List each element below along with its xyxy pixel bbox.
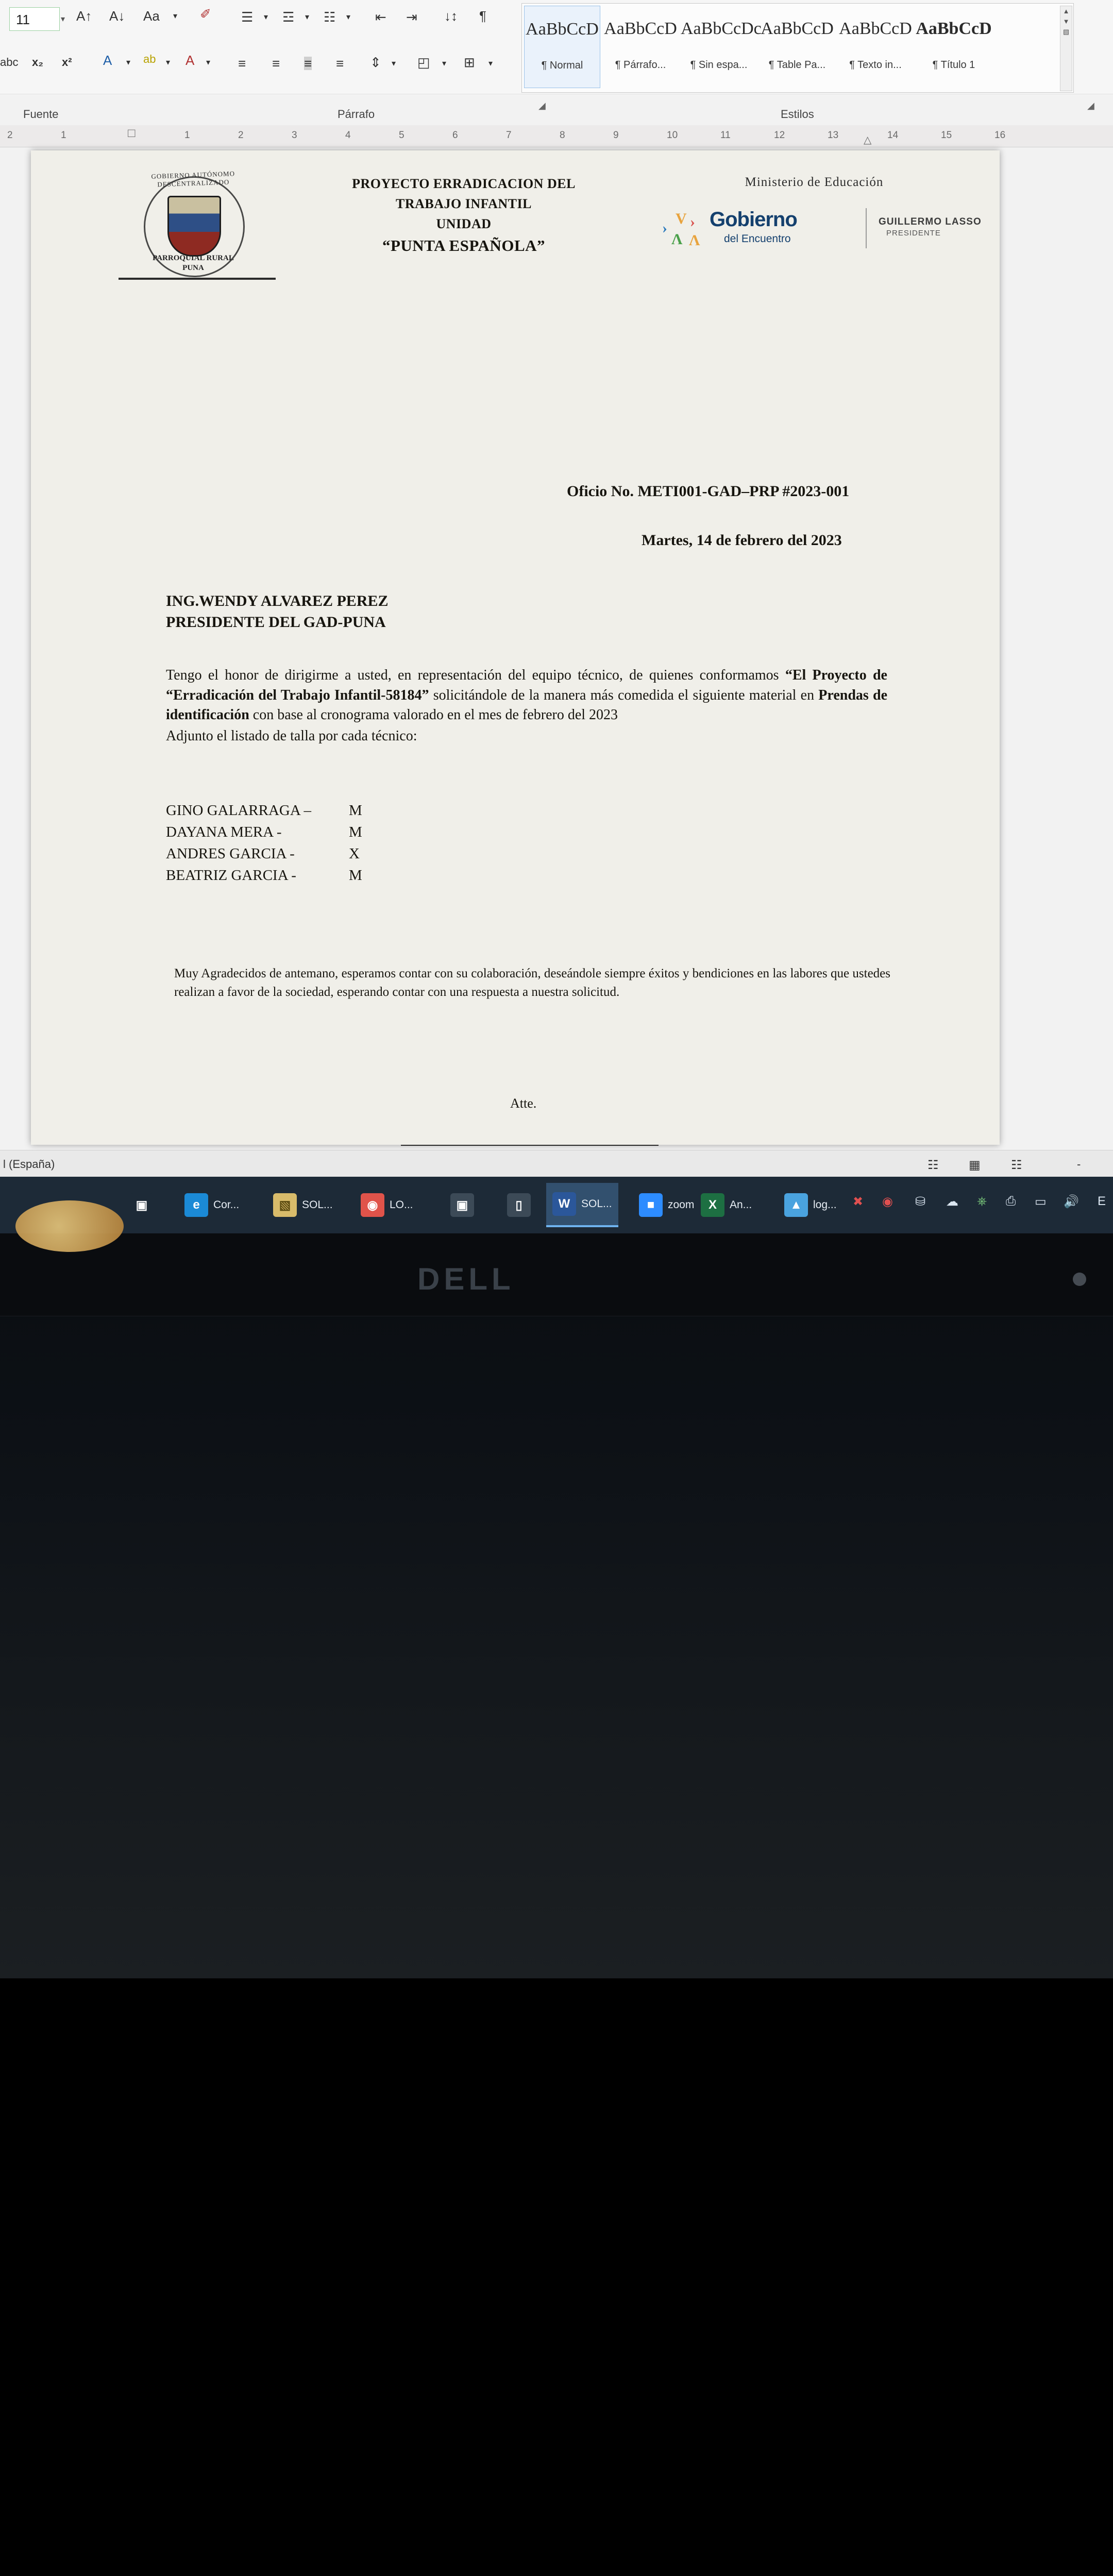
- taskbar-item-photos-log[interactable]: [778, 1183, 843, 1227]
- tray-icon-close[interactable]: ✖: [853, 1195, 864, 1209]
- bullets-icon[interactable]: ☰: [241, 9, 254, 25]
- group-label-fuente: Fuente: [23, 108, 59, 121]
- chevron-down-icon[interactable]: ▾: [206, 58, 211, 67]
- style-texto-independiente[interactable]: [837, 6, 914, 88]
- print-layout-icon[interactable]: ▦: [969, 1158, 981, 1172]
- photos-icon: ▲: [784, 1193, 808, 1217]
- style-name: ¶ Título 1: [932, 59, 975, 71]
- gobierno-logo: [662, 207, 868, 253]
- multilevel-list-icon[interactable]: ☷: [324, 9, 336, 25]
- technician-size: M: [349, 824, 362, 841]
- chevron-down-icon[interactable]: ▾: [173, 12, 178, 21]
- desk-photo-scene: [0, 1233, 1113, 1978]
- president-role: PRESIDENTE: [886, 229, 941, 238]
- letterhead-title: [319, 174, 608, 258]
- borders-icon[interactable]: ⊞: [464, 55, 475, 70]
- style-normal[interactable]: [524, 6, 600, 88]
- tray-icon-network[interactable]: ⎈: [977, 1194, 987, 1208]
- text-effects-icon[interactable]: A: [103, 53, 112, 68]
- ruler-mark: 6: [452, 130, 458, 141]
- sort-icon[interactable]: ↓↕: [444, 8, 458, 24]
- right-indent-marker-icon[interactable]: △: [864, 134, 872, 146]
- ruler-mark: 14: [887, 130, 899, 141]
- read-mode-icon[interactable]: ☷: [927, 1158, 939, 1172]
- style-table-paragraph[interactable]: [759, 6, 835, 88]
- style-sin-espaciado[interactable]: [681, 6, 762, 88]
- ruler-mark: 2: [7, 130, 13, 141]
- letterhead-unit-name: “PUNTA ESPAÑOLA”: [382, 236, 546, 255]
- ruler-mark: 2: [238, 130, 244, 141]
- taskbar-item-edge[interactable]: [178, 1183, 245, 1227]
- gobierno-mark-icon: V › › Λ Λ: [662, 210, 700, 249]
- document-page[interactable]: [31, 150, 1000, 1145]
- letterhead-rule: [119, 278, 276, 280]
- technician-name: GINO GALARRAGA –: [166, 802, 311, 819]
- excel-icon: X: [701, 1193, 724, 1217]
- sizes-list: [166, 800, 362, 886]
- technician-name: BEATRIZ GARCIA -: [166, 867, 296, 884]
- numbering-icon[interactable]: ☲: [282, 9, 295, 25]
- document-date: Martes, 14 de febrero del 2023: [642, 532, 842, 549]
- crest-top-text: GOBIERNO AUTÓNOMO DESCENTRALIZADO: [151, 170, 235, 189]
- line-spacing-icon[interactable]: ⇕: [370, 55, 381, 70]
- ministry-label: Ministerio de Educación: [745, 175, 884, 189]
- ruler-mark: 9: [613, 130, 619, 141]
- scroll-up-icon[interactable]: ▲: [1063, 7, 1070, 15]
- taskbar-item-label: Cor...: [213, 1199, 240, 1211]
- ruler-mark: 11: [720, 130, 731, 141]
- document-content: [31, 150, 1000, 1145]
- align-left-icon[interactable]: ≡: [238, 56, 246, 71]
- style-name: ¶ Normal: [541, 60, 583, 71]
- list-item: [166, 821, 362, 843]
- ruler-mark: 8: [560, 130, 565, 141]
- styles-scrollbar[interactable]: [1060, 6, 1072, 91]
- chevron-down-icon[interactable]: ▾: [166, 58, 171, 67]
- group-label-estilos: Estilos: [781, 108, 814, 121]
- chevron-down-icon[interactable]: ▾: [264, 13, 268, 22]
- addressee-role: PRESIDENTE DEL GAD-PUNA: [166, 613, 386, 631]
- show-marks-icon[interactable]: ¶: [479, 8, 486, 24]
- style-titulo-1[interactable]: [916, 6, 992, 88]
- taskbar-item-label: SOL...: [302, 1199, 333, 1211]
- increase-indent-icon[interactable]: ⇥: [406, 9, 417, 25]
- camera-icon: ▣: [450, 1193, 474, 1217]
- ruler-mark: 16: [994, 130, 1006, 141]
- strikethrough-icon[interactable]: abc: [0, 56, 19, 69]
- body-text-e: con base al cronograma valorado en el mes de febrero del 2023: [249, 707, 618, 723]
- style-name: ¶ Texto in...: [849, 59, 902, 71]
- change-case-icon[interactable]: Aa: [143, 8, 160, 24]
- tray-icon-volume[interactable]: 🔊: [1064, 1195, 1079, 1209]
- taskbar-item-camera[interactable]: [444, 1183, 480, 1227]
- taskbar-item-explorer-sol[interactable]: [267, 1183, 339, 1227]
- style-parrafo[interactable]: [602, 6, 679, 88]
- phone-icon: ▯: [507, 1193, 531, 1217]
- tray-icon-battery[interactable]: ⛁: [915, 1195, 926, 1209]
- taskbar-item-label: log...: [813, 1199, 837, 1211]
- scroll-down-icon[interactable]: ▼: [1063, 18, 1070, 25]
- superscript-icon[interactable]: x²: [62, 56, 72, 69]
- style-preview: AaBbCcDc: [681, 19, 762, 38]
- styles-dialog-launcher-icon[interactable]: ◢: [1087, 100, 1094, 111]
- taskbar-item-label: An...: [730, 1199, 752, 1211]
- font-size-input[interactable]: 11: [9, 7, 60, 31]
- ruler-mark: 12: [774, 130, 785, 141]
- align-center-icon[interactable]: ≡: [272, 56, 280, 71]
- styles-more-icon[interactable]: ▧: [1063, 28, 1070, 36]
- justify-icon[interactable]: ≡: [336, 56, 344, 71]
- shrink-font-icon[interactable]: A↓: [109, 8, 125, 24]
- paragraph-dialog-launcher-icon[interactable]: ◢: [538, 100, 546, 111]
- chevron-down-icon[interactable]: ▾: [305, 13, 310, 22]
- monitor-brand-logo: DELL: [417, 1262, 515, 1296]
- closing-paragraph: Muy Agradecidos de antemano, esperamos contar con su colaboración, deseándole siempre éxitos y bendiciones en las labores que ustedes realizan a favor de la sociedad, esperando contar con una respuesta a nuestra solicitud.: [174, 967, 890, 999]
- crest-bottom-text: PARROQUIAL RURAL PUNA: [153, 254, 234, 272]
- group-label-parrafo: Párrafo: [338, 108, 375, 121]
- body-text-adjunto: Adjunto el listado de talla por cada técnico:: [166, 727, 417, 744]
- word-icon: W: [552, 1192, 576, 1216]
- decrease-indent-icon[interactable]: ⇤: [375, 9, 386, 25]
- style-preview: AaBbCcD: [916, 19, 992, 38]
- style-name: ¶ Table Pa...: [768, 59, 826, 71]
- letterhead-title-line1: PROYECTO ERRADICACION DEL: [352, 176, 576, 191]
- windows-taskbar[interactable]: [0, 1177, 1113, 1233]
- snack-object: [15, 1200, 124, 1252]
- tray-icon-usb[interactable]: ⎙: [1006, 1194, 1016, 1208]
- shading-icon[interactable]: ◰: [417, 55, 430, 70]
- technician-size: M: [349, 802, 362, 819]
- horizontal-ruler[interactable]: [0, 125, 1113, 147]
- chevron-down-icon[interactable]: ▾: [392, 59, 396, 68]
- president-name: GUILLERMO LASSO: [879, 216, 982, 227]
- ruler-mark: 1: [184, 130, 190, 141]
- ruler-mark: 1: [61, 130, 66, 141]
- grow-font-icon[interactable]: A↑: [76, 8, 92, 24]
- style-preview: AaBbCcD: [839, 19, 912, 38]
- style-name: ¶ Párrafo...: [615, 59, 666, 71]
- tray-icon-display[interactable]: ▭: [1035, 1195, 1047, 1209]
- tray-icon-cloud[interactable]: ☁: [946, 1195, 958, 1209]
- body-paragraph: [166, 666, 887, 747]
- tray-icon-record[interactable]: ◉: [882, 1195, 893, 1209]
- monitor-power-led: [1073, 1273, 1086, 1286]
- letterhead-title-line2: TRABAJO INFANTIL: [396, 196, 532, 211]
- zoom-icon: ■: [639, 1193, 663, 1217]
- body-text-a: Tengo el honor de dirigirme a usted, en representación del equipo técnico, de quienes conformamos: [166, 667, 785, 683]
- left-indent-marker-icon[interactable]: □: [128, 126, 136, 140]
- chevron-down-icon[interactable]: ▾: [488, 59, 493, 68]
- folder-icon: ▧: [273, 1193, 297, 1217]
- tray-icon-language[interactable]: E: [1098, 1194, 1106, 1208]
- ruler-mark: 3: [292, 130, 297, 141]
- align-right-icon[interactable]: ≡: [304, 56, 312, 71]
- body-text-prendas: Prendas de identificación: [166, 687, 888, 723]
- taskbar-item-word-sol[interactable]: [546, 1183, 618, 1227]
- clear-formatting-icon[interactable]: ✐: [200, 6, 211, 22]
- language-status[interactable]: l (España): [3, 1158, 55, 1171]
- body-text-c: solicitándole de la manera más comedida el siguiente material en: [429, 687, 819, 703]
- word-status-bar[interactable]: [0, 1150, 1113, 1177]
- taskbar-item-label: SOL...: [581, 1198, 612, 1210]
- style-preview: AaBbCcD: [526, 20, 599, 39]
- ruler-mark: 13: [828, 130, 839, 141]
- list-item: [166, 800, 362, 821]
- ruler-mark: 5: [399, 130, 404, 141]
- gobierno-wordmark: Gobierno: [710, 208, 797, 231]
- signature-line: [401, 1145, 659, 1146]
- taskbar-item-chrome-lo[interactable]: [355, 1183, 419, 1227]
- zoom-out-button[interactable]: -: [1077, 1158, 1081, 1171]
- ruler-mark: 7: [506, 130, 512, 141]
- styles-gallery[interactable]: [521, 3, 1074, 93]
- addressee-name: ING.WENDY ALVAREZ PEREZ: [166, 592, 389, 609]
- monitor-bezel: [0, 1233, 1113, 1316]
- taskbar-item-phone-link[interactable]: [501, 1183, 537, 1227]
- subscript-icon[interactable]: x₂: [32, 56, 44, 69]
- web-layout-icon[interactable]: ☷: [1011, 1158, 1022, 1172]
- ruler-mark: 15: [941, 130, 952, 141]
- taskbar-item-label: zoom: [668, 1199, 695, 1211]
- chevron-down-icon[interactable]: ▾: [126, 58, 131, 67]
- taskbar-item-excel-an[interactable]: [695, 1183, 758, 1227]
- chrome-icon: ◉: [361, 1193, 384, 1217]
- taskbar-item-task-view[interactable]: [124, 1183, 160, 1227]
- ribbon-group-labels: [0, 94, 1113, 126]
- style-preview: AaBbCcD: [761, 19, 834, 38]
- font-color-icon[interactable]: A: [185, 53, 195, 68]
- taskbar-item-zoom[interactable]: [633, 1183, 700, 1227]
- text-highlight-icon[interactable]: ab: [143, 53, 156, 65]
- chevron-down-icon[interactable]: ▾: [442, 59, 447, 68]
- style-preview: AaBbCcD: [604, 19, 677, 38]
- chevron-down-icon[interactable]: ▾: [61, 15, 65, 24]
- oficio-number: Oficio No. METI001-GAD–PRP #2023-001: [567, 483, 850, 500]
- taskbar-item-label: LO...: [390, 1199, 413, 1211]
- body-text-project: “El Proyecto de “Erradicación del Trabajo Infantil-58184”: [166, 667, 887, 703]
- list-item: [166, 865, 362, 886]
- ruler-mark: 4: [345, 130, 351, 141]
- technician-name: ANDRES GARCIA -: [166, 845, 295, 862]
- style-name: ¶ Sin espa...: [690, 59, 748, 71]
- technician-name: DAYANA MERA -: [166, 824, 282, 841]
- edge-icon: e: [184, 1193, 208, 1217]
- chevron-down-icon[interactable]: ▾: [346, 13, 351, 22]
- letterhead-divider: [866, 208, 867, 248]
- letterhead-title-line3: UNIDAD: [436, 216, 492, 231]
- technician-size: X: [349, 845, 360, 862]
- ribbon: [0, 0, 1113, 126]
- crest-shield-shape: [167, 196, 221, 257]
- list-item: [166, 843, 362, 865]
- ruler-mark: 10: [667, 130, 678, 141]
- atte-label: Atte.: [510, 1096, 537, 1111]
- gad-puna-crest-logo: [126, 171, 271, 282]
- addressee-block: [166, 591, 389, 633]
- technician-size: M: [349, 867, 362, 884]
- word-application: [0, 0, 1113, 1212]
- task-view-icon: ▣: [130, 1193, 154, 1217]
- gobierno-tagline: del Encuentro: [724, 233, 791, 245]
